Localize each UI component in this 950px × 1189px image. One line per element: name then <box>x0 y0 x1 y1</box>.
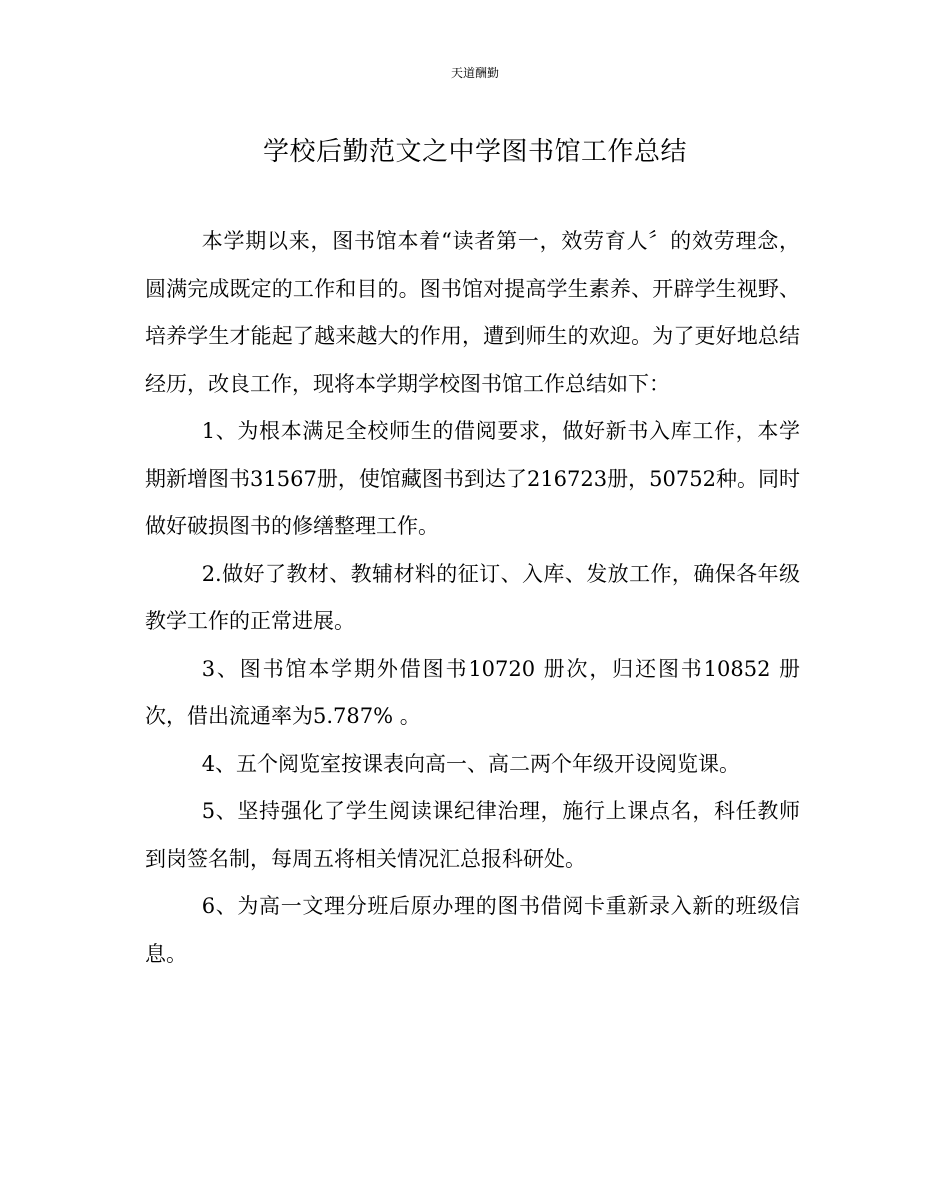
paragraph-intro: 本学期以来，图书馆本着“读者第一，效劳育人〞的效劳理念，圆满完成既定的工作和目的。图书馆对提高学生素养、开辟学生视野、培养学生才能起了越来越大的作用，遭到师生的欢迎。为了更好地总结经历，改良工作，现将本学期学校图书馆工作总结如下： <box>145 229 800 396</box>
paragraph-item-1: 1、为根本满足全校师生的借阅要求，做好新书入库工作，本学期新增图书31567册，使馆藏图书到达了216723册，50752种。同时做好破损图书的修缮整理工作。 <box>145 419 800 538</box>
paragraph-item-5: 5、坚持强化了学生阅读课纪律治理，施行上课点名，科任教师到岗签名制，每周五将相关情况汇总报科研处。 <box>145 799 800 871</box>
paragraph-item-2: 2.做好了教材、教辅材料的征订、入库、发放工作，确保各年级教学工作的正常进展。 <box>145 561 800 633</box>
page-header: 天道酬勤 <box>450 66 499 80</box>
paragraph-item-4: 4、五个阅览室按课表向高一、高二两个年级开设阅览课。 <box>201 751 741 776</box>
document-body <box>145 218 800 978</box>
paragraph-item-3: 3、图书馆本学期外借图书10720 册次，归还图书10852 册次，借出流通率为5.787% 。 <box>145 656 800 728</box>
document-title: 学校后勤范文之中学图书馆工作总结 <box>262 137 687 167</box>
paragraph-item-6: 6、为高一文理分班后原办理的图书借阅卡重新录入新的班级信息。 <box>145 894 800 966</box>
